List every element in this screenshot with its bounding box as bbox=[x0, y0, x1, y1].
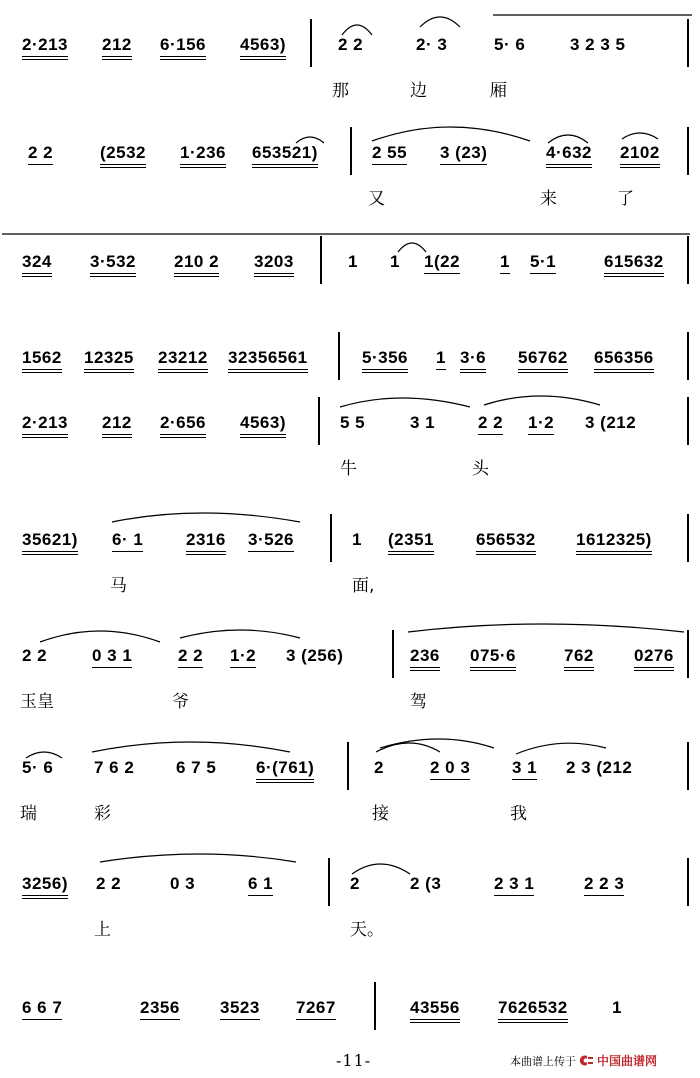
note-group: 653521) bbox=[252, 143, 318, 168]
note-group: 6·156 bbox=[160, 35, 206, 60]
note-group: 1562 bbox=[22, 348, 62, 373]
barline bbox=[392, 630, 394, 678]
barline bbox=[318, 397, 320, 445]
note-group: 3523 bbox=[220, 998, 260, 1020]
lyric: 了 bbox=[617, 189, 634, 209]
source-text: 本曲谱上传于 bbox=[510, 1055, 576, 1068]
lyric: 牛 bbox=[340, 459, 357, 479]
score-system-8 bbox=[0, 728, 700, 838]
barline bbox=[687, 742, 689, 790]
note-group: 6 7 5 bbox=[176, 758, 217, 777]
note-group: 6 1 bbox=[248, 874, 273, 896]
note-group: 5· 6 bbox=[22, 758, 54, 777]
note-group: 4563) bbox=[240, 413, 286, 438]
note-group: 32356561 bbox=[228, 348, 308, 373]
note-group: 3203 bbox=[254, 252, 294, 277]
note-group: 3 2 3 5 bbox=[570, 35, 626, 54]
note-group: (2532 bbox=[100, 143, 146, 168]
barline bbox=[320, 236, 322, 284]
note-group: 1 bbox=[436, 348, 446, 370]
barline bbox=[374, 982, 376, 1030]
note-group: 615632 bbox=[604, 252, 664, 277]
note-group: 3·6 bbox=[460, 348, 486, 373]
note-group: 0 3 bbox=[170, 874, 196, 893]
note-group: 0 3 1 bbox=[92, 646, 132, 668]
note-group: 2 (3 bbox=[410, 874, 442, 893]
score-system-1 bbox=[0, 5, 700, 115]
note-group: 1 bbox=[612, 998, 622, 1017]
lyric: 来 bbox=[540, 189, 557, 209]
note-group: 5·356 bbox=[362, 348, 408, 373]
note-group: 212 bbox=[102, 413, 132, 438]
barline bbox=[687, 332, 689, 380]
note-group: 2 0 3 bbox=[430, 758, 470, 780]
note-group: 2102 bbox=[620, 143, 660, 168]
note-group: 2·213 bbox=[22, 35, 68, 60]
note-group: 1 bbox=[352, 530, 362, 549]
score-system-5 bbox=[0, 383, 700, 493]
note-group: 7626532 bbox=[498, 998, 568, 1023]
note-group: 0276 bbox=[634, 646, 674, 671]
note-group: 2316 bbox=[186, 530, 226, 555]
note-group: 2 2 bbox=[338, 35, 364, 54]
note-group: 210 2 bbox=[174, 252, 219, 277]
note-group: 2 3 1 bbox=[494, 874, 534, 896]
note-group: 3·532 bbox=[90, 252, 136, 277]
score-system-7 bbox=[0, 616, 700, 726]
note-group: 1(22 bbox=[424, 252, 460, 274]
site-logo-text[interactable]: 中国曲谱网 bbox=[597, 1054, 658, 1068]
note-group: 2 2 bbox=[478, 413, 503, 435]
note-group: 2356 bbox=[140, 998, 180, 1020]
note-group: 212 bbox=[102, 35, 132, 60]
note-group: 7 6 2 bbox=[94, 758, 135, 777]
lyric: 驾 bbox=[410, 692, 427, 712]
lyric: 边 bbox=[410, 81, 427, 101]
note-group: 3 (23) bbox=[440, 143, 487, 165]
note-group: 2·213 bbox=[22, 413, 68, 438]
barline bbox=[338, 332, 340, 380]
note-group: 1·2 bbox=[528, 413, 554, 435]
score-system-3 bbox=[0, 222, 700, 332]
note-group: 2· 3 bbox=[416, 35, 448, 54]
note-group: 1 bbox=[348, 252, 358, 271]
barline bbox=[687, 127, 689, 175]
barline bbox=[328, 858, 330, 906]
note-group: 1612325) bbox=[576, 530, 652, 555]
note-group: 23212 bbox=[158, 348, 208, 373]
lyric: 瑞 bbox=[20, 804, 37, 824]
note-group: 6·(761) bbox=[256, 758, 314, 783]
lyric: 上 bbox=[94, 920, 111, 940]
lyric: 那 bbox=[332, 81, 349, 101]
lyric: 头 bbox=[472, 459, 489, 479]
note-group: 5· 6 bbox=[494, 35, 526, 54]
page-number: -11- bbox=[336, 1051, 372, 1070]
note-group: 1·2 bbox=[230, 646, 256, 668]
note-group: 12325 bbox=[84, 348, 134, 373]
score-system-6 bbox=[0, 500, 700, 610]
lyric: 玉皇 bbox=[20, 692, 54, 712]
note-group: 1 bbox=[500, 252, 510, 274]
note-group: 6 6 7 bbox=[22, 998, 62, 1020]
barline bbox=[347, 742, 349, 790]
lyric: 厢 bbox=[490, 81, 507, 101]
note-group: 1 bbox=[390, 252, 400, 271]
note-group: 7267 bbox=[296, 998, 336, 1020]
lyric: 接 bbox=[372, 804, 389, 824]
note-group: 3 1 bbox=[512, 758, 537, 780]
note-group: 2·656 bbox=[160, 413, 206, 438]
barline bbox=[687, 630, 689, 678]
note-group: 2 2 3 bbox=[584, 874, 624, 896]
note-group: 3 (256) bbox=[286, 646, 344, 665]
note-group: 43556 bbox=[410, 998, 460, 1023]
barline bbox=[687, 236, 689, 284]
site-logo-icon bbox=[580, 1055, 594, 1066]
note-group: 2 55 bbox=[372, 143, 407, 165]
lyric: 爷 bbox=[172, 692, 189, 712]
note-group: 2 2 bbox=[178, 646, 203, 668]
note-group: 5 5 bbox=[340, 413, 366, 432]
note-group: 2 bbox=[350, 874, 360, 893]
barline bbox=[350, 127, 352, 175]
barline bbox=[687, 514, 689, 562]
barline bbox=[310, 19, 312, 67]
note-group: 2 bbox=[374, 758, 384, 777]
note-group: 4·632 bbox=[546, 143, 592, 168]
note-group: 236 bbox=[410, 646, 440, 671]
note-group: 2 2 bbox=[28, 143, 53, 165]
barline bbox=[687, 397, 689, 445]
source-credit bbox=[510, 1052, 657, 1069]
note-group: 656356 bbox=[594, 348, 654, 373]
note-group: 5·1 bbox=[530, 252, 556, 274]
note-group: 3 (212 bbox=[585, 413, 637, 432]
lyric: 彩 bbox=[94, 804, 111, 824]
note-group: 324 bbox=[22, 252, 52, 277]
note-group: 4563) bbox=[240, 35, 286, 60]
barline bbox=[687, 19, 689, 67]
lyric: 面, bbox=[352, 576, 375, 596]
lyric: 天。 bbox=[350, 920, 384, 940]
lyric: 又 bbox=[368, 189, 385, 209]
note-group: 1·236 bbox=[180, 143, 226, 168]
score-system-9 bbox=[0, 844, 700, 954]
note-group: 3·526 bbox=[248, 530, 294, 552]
note-group: 56762 bbox=[518, 348, 568, 373]
note-group: 2 2 bbox=[96, 874, 122, 893]
note-group: (2351 bbox=[388, 530, 434, 555]
note-group: 2 2 bbox=[22, 646, 48, 665]
note-group: 35621) bbox=[22, 530, 78, 555]
note-group: 2 3 (212 bbox=[566, 758, 633, 777]
note-group: 762 bbox=[564, 646, 594, 671]
note-group: 6· 1 bbox=[112, 530, 143, 552]
barline bbox=[687, 858, 689, 906]
lyric: 马 bbox=[110, 576, 127, 596]
score-system-2 bbox=[0, 113, 700, 223]
note-group: 3256) bbox=[22, 874, 68, 899]
note-group: 3 1 bbox=[410, 413, 436, 432]
note-group: 075·6 bbox=[470, 646, 516, 671]
note-group: 656532 bbox=[476, 530, 536, 555]
lyric: 我 bbox=[510, 804, 527, 824]
barline bbox=[330, 514, 332, 562]
